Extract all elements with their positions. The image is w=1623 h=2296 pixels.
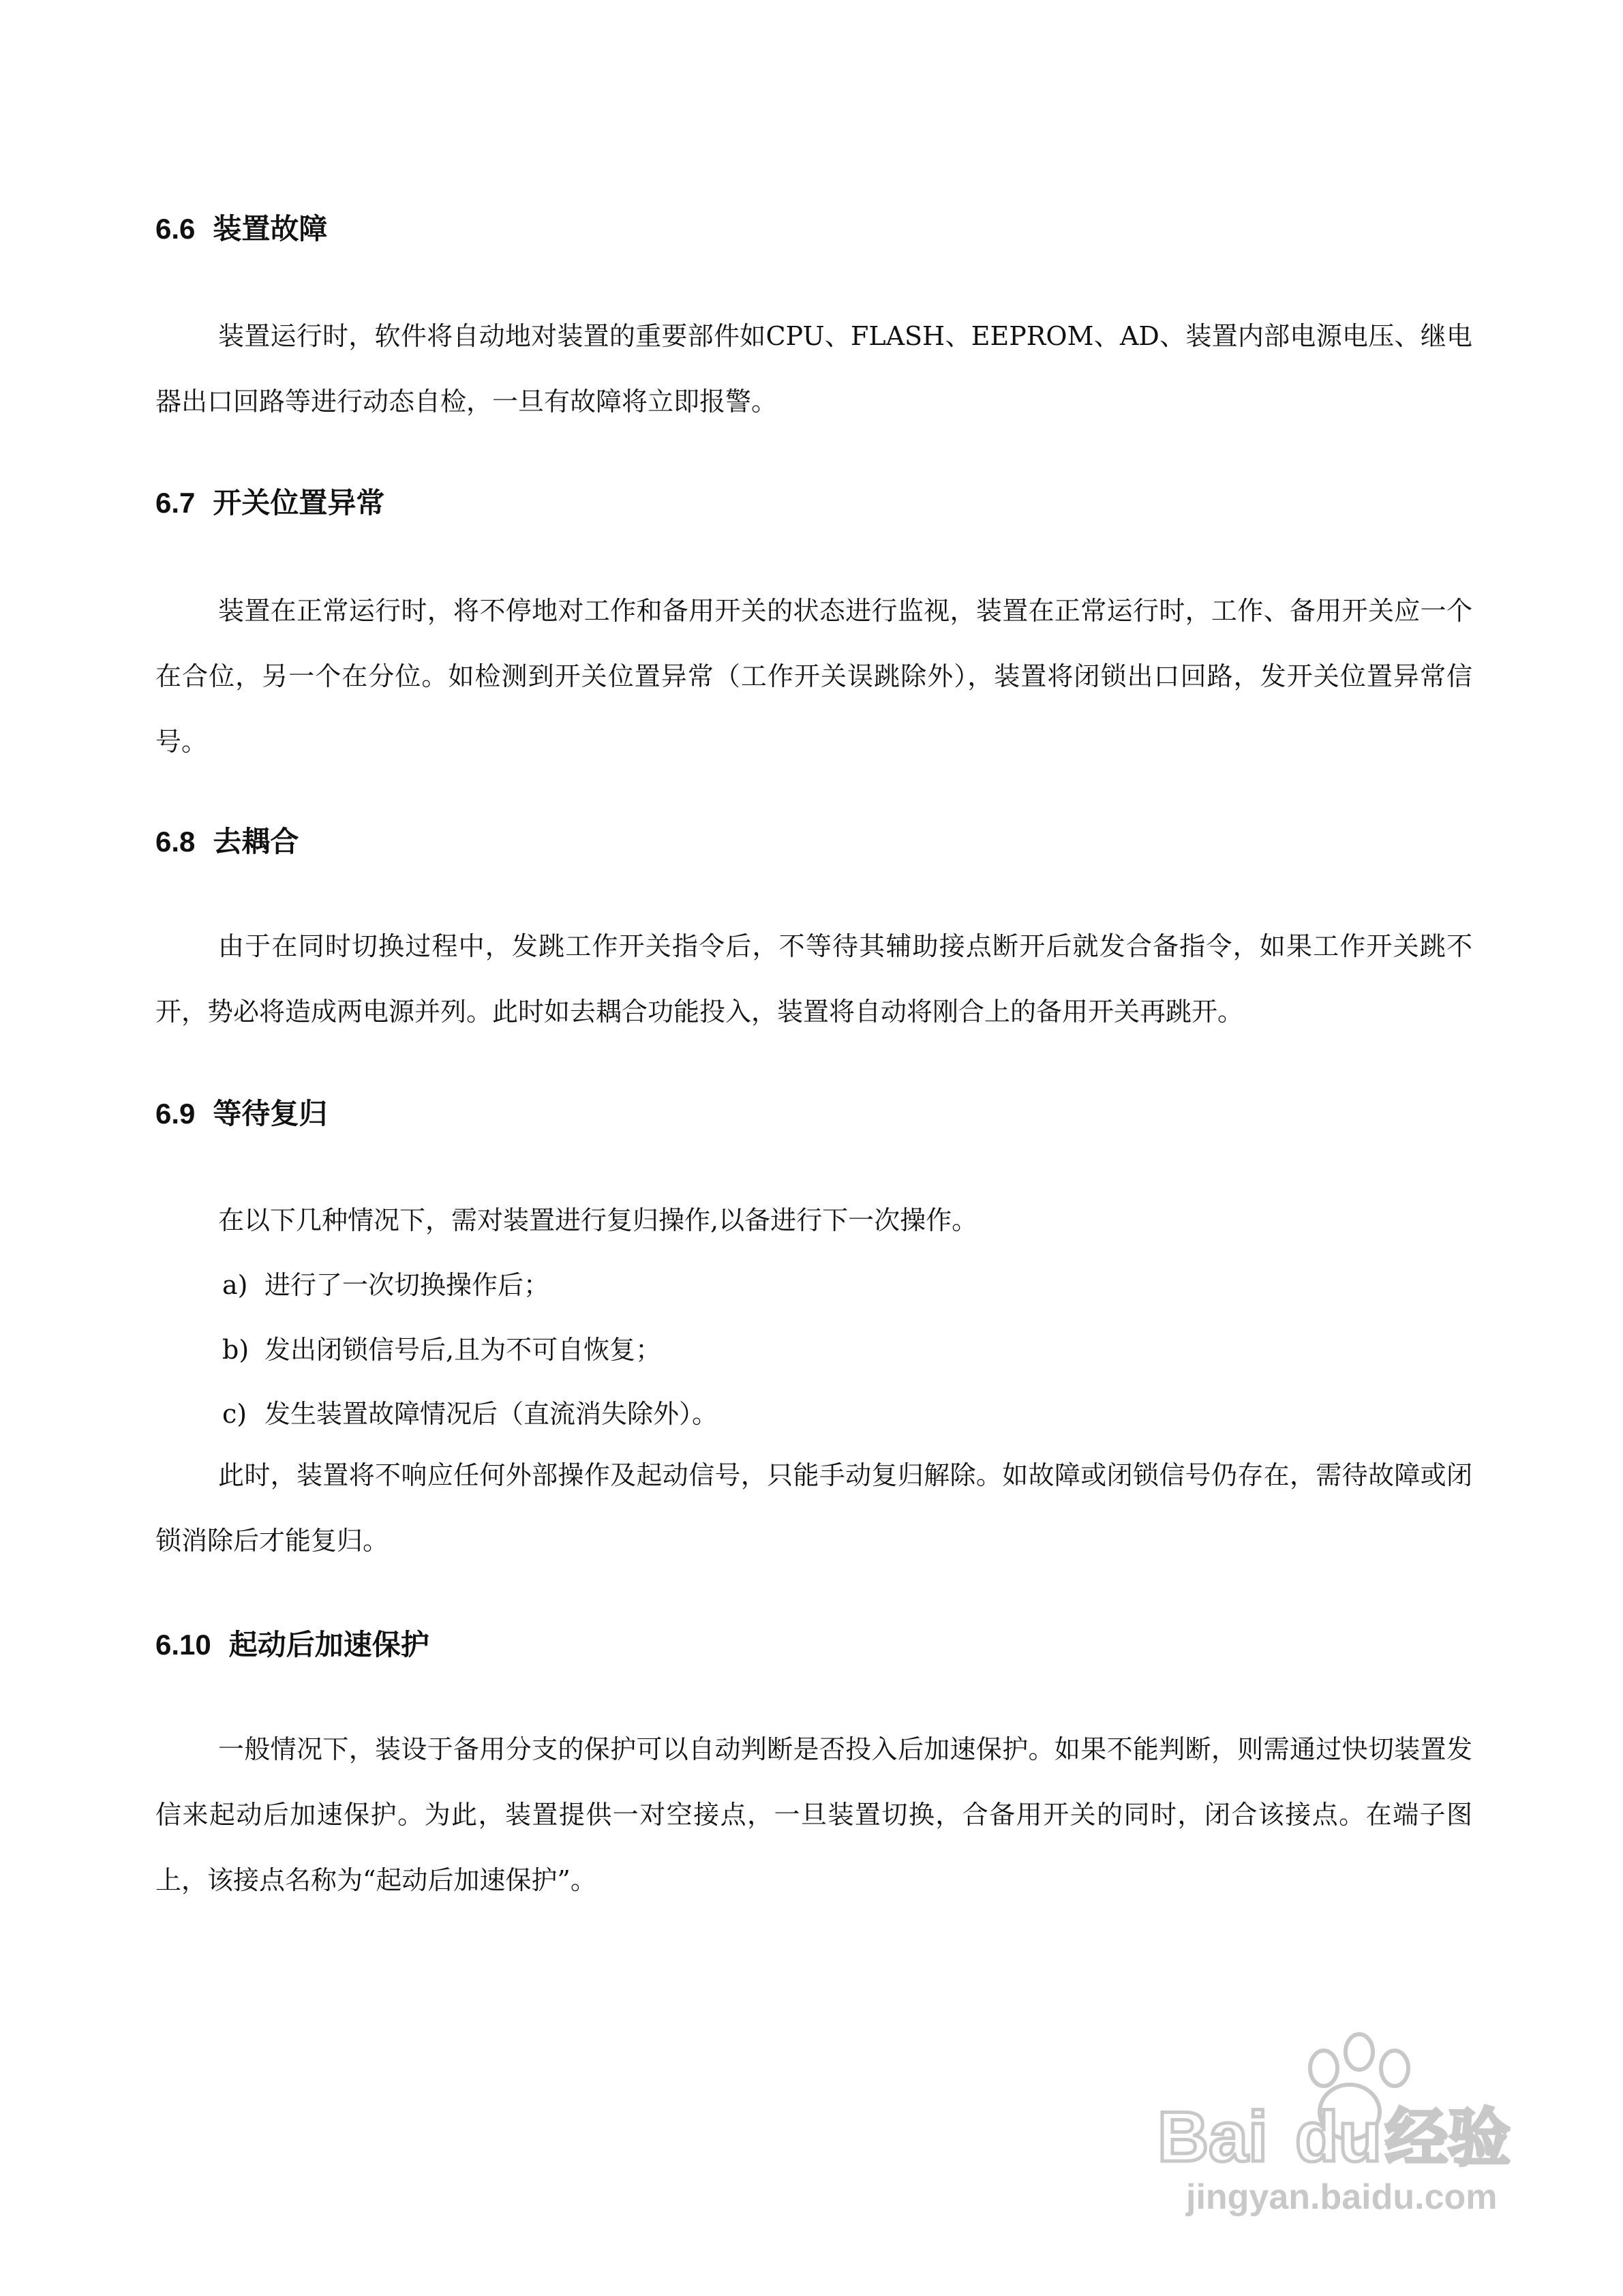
list-item (222, 1395, 718, 1433)
section-paragraph: 装置在正常运行时，将不停地对工作和备用开关的状态进行监视，装置在正常运行时，工作、备用开关应一个在合位，另一个在分位。如检测到开关位置异常（工作开关误跳除外），装置将闭锁出口回路，发开关位置异常信号。 (155, 596, 1472, 757)
section-title: 等待复归 (213, 1098, 328, 1130)
section-intro: 在以下几种情况下，需对装置进行复归操作,以备进行下一次操作。 (218, 1205, 978, 1235)
watermark-brand-cn: 经验 (1385, 2102, 1511, 2175)
list-text: 发出闭锁信号后,且为不可自恢复； (264, 1335, 662, 1365)
section-paragraph: 一般情况下，装设于备用分支的保护可以自动判断是否投入后加速保护。如果不能判断，则需通过快切装置发信来起动后加速保护。为此，装置提供一对空接点，一旦装置切换，合备用开关的同时，闭合该接点。在端子图上，该接点名称为“起动后加速保护”。 (155, 1734, 1472, 1895)
list-marker: c) (222, 1399, 247, 1429)
section-heading-6-9 (155, 1095, 327, 1133)
watermark-brand-left: Bai (1157, 2098, 1268, 2177)
section-heading-6-7 (155, 484, 384, 522)
list-marker: b) (222, 1335, 249, 1365)
watermark-url: jingyan.baidu.com (1186, 2177, 1498, 2217)
section-title: 装置故障 (213, 213, 328, 245)
list-text: 发生装置故障情况后（直流消失除外）。 (264, 1399, 718, 1429)
list-text: 进行了一次切换操作后； (264, 1270, 550, 1300)
section-number: 6.10 (155, 1629, 211, 1661)
section-heading-6-6 (155, 210, 327, 248)
section-title: 去耦合 (213, 826, 299, 858)
section-paragraph: 由于在同时切换过程中，发跳工作开关指令后，不等待其辅助接点断开后就发合备指令，如果工作开关跳不开，势必将造成两电源并列。此时如去耦合功能投入，装置将自动将刚合上的备用开关再跳开。 (155, 931, 1472, 1027)
section-number: 6.8 (155, 826, 196, 858)
list-marker: a) (222, 1270, 248, 1300)
section-heading-6-10 (155, 1626, 429, 1664)
watermark-brand-right: du (1295, 2098, 1382, 2177)
section-title: 开关位置异常 (213, 487, 385, 519)
section-number: 6.7 (155, 487, 196, 519)
baidu-jingyan-watermark (1145, 2018, 1527, 2222)
list-item (222, 1331, 661, 1369)
section-number: 6.9 (155, 1098, 196, 1130)
section-title: 起动后加速保护 (228, 1629, 429, 1661)
section-closing: 此时，装置将不响应任何外部操作及起动信号，只能手动复归解除。如故障或闭锁信号仍存在，需待故障或闭锁消除后才能复归。 (155, 1460, 1472, 1556)
list-item (222, 1266, 549, 1304)
section-heading-6-8 (155, 823, 299, 861)
section-paragraph: 装置运行时，软件将自动地对装置的重要部件如CPU、FLASH、EEPROM、AD、装置内部电源电压、继电器出口回路等进行动态自检，一旦有故障将立即报警。 (155, 321, 1472, 417)
section-number: 6.6 (155, 213, 196, 245)
